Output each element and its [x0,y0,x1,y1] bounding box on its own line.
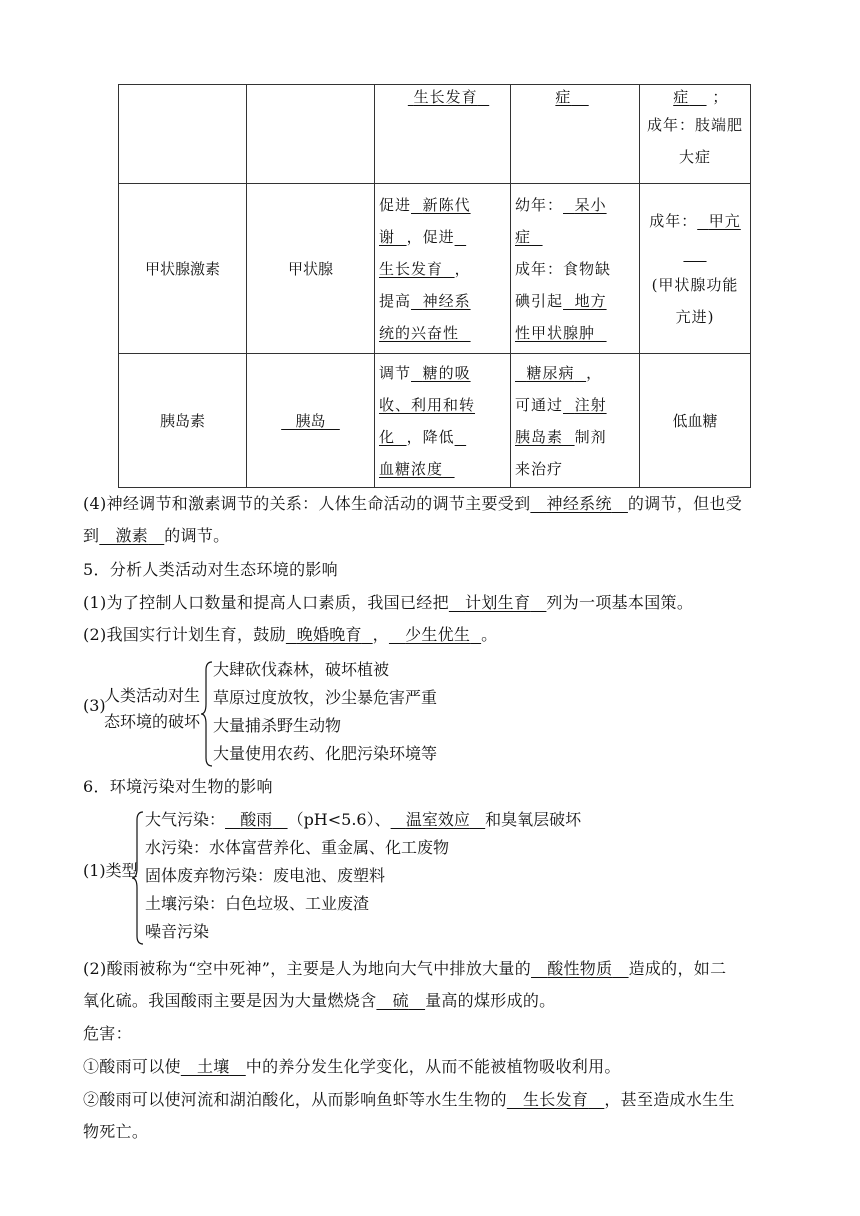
table-cell: 促进 新陈代 谢 ，促进 生长发育 ， 提高 神经系 统的兴奋性 [375,184,511,354]
paragraph-4-cont: 到 激素 的调节。 [83,526,230,545]
table-cell: 甲状腺激素 [119,184,247,354]
table-cell: 胰岛 [247,354,375,488]
hormone-table [118,84,751,488]
table-row [119,354,751,488]
list-item: 固体废弃物污染：废电池、废塑料 [145,866,386,885]
table-cell: 症 ； 成年：肢端肥 大症 [640,85,751,184]
paragraph-4: (4)神经调节和激素调节的关系：人体生命活动的调节主要受到 神经系统 的调节，但也受 [83,494,743,513]
pollution-types [145,806,581,946]
s6-item-2-cont: 氧化硫。我国酸雨主要是因为大量燃烧含 硫 量高的煤形成的。 [83,991,556,1010]
table-cell: 幼年： 呆小 症 成年：食物缺 碘引起 地方 性甲状腺肿 [511,184,640,354]
list-item: 大量使用农药、化肥污染环境等 [213,744,438,763]
list-item: 噪音污染 [145,922,210,941]
table-cell: 成年： 甲亢 (甲状腺功能 亢进) [640,184,751,354]
table-cell: 调节 糖的吸 收、利用和转 化 ，降低 血糖浓度 [375,354,511,488]
table-cell: 甲状腺 [247,184,375,354]
curly-brace [131,810,145,946]
s5-item-1: (1)为了控制人口数量和提高人口素质，我国已经把 计划生育 列为一项基本国策。 [83,593,694,612]
table-cell: 低血糖 [640,354,751,488]
harm-item-2-cont: 物死亡。 [83,1122,149,1141]
table-cell [119,85,247,184]
section-5-heading: 5．分析人类活动对生态环境的影响 [83,560,338,579]
harm-item-2: ②酸雨可以使河流和湖泊酸化，从而影响鱼虾等水生生物的 生长发育 ，甚至造成水生生 [83,1090,735,1109]
table-cell [511,85,640,184]
s5-item-2: (2)我国实行计划生育，鼓励 晚婚晚育 ， 少生优生 。 [83,625,498,644]
table-cell: 胰岛素 [119,354,247,488]
s5-item-3-label: 人类活动对生 态环境的破坏 [104,686,201,731]
answer-blank: 症 [555,88,572,106]
list-item: 草原过度放牧，沙尘暴危害严重 [213,688,438,707]
harm-item-1: ①酸雨可以使 土壤 中的养分发生化学变化，从而不能被植物吸收利用。 [83,1057,621,1076]
table-row [119,85,751,184]
list-item: 大肆砍伐森林，破坏植被 [213,660,390,679]
section-6-heading: 6．环境污染对生物的影响 [83,777,273,796]
table-cell: 糖尿病 ， 可通过 注射 胰岛素 制剂 来治疗 [511,354,640,488]
answer-blank: 症 [673,88,690,106]
table-row [119,184,751,354]
s6-item-2: (2)酸雨被称为“空中死神”，主要是人为地向大气中排放大量的 酸性物质 造成的，如二 [83,959,727,978]
list-item: 大气污染： 酸雨 （pH<5.6）、 温室效应 和臭氧层破坏 [145,810,582,829]
list-item: 大量捕杀野生动物 [213,716,342,735]
curly-brace [200,660,214,768]
s5-item-3-number: (3) [83,696,106,715]
table-cell [247,85,375,184]
harm-heading: 危害： [83,1024,132,1043]
table-cell [375,85,511,184]
s6-item-1-label: (1)类型 [83,861,138,880]
impact-list [213,656,437,768]
answer-blank: 生长发育 [413,88,478,106]
list-item: 土壤污染：白色垃圾、工业废渣 [145,894,370,913]
list-item: 水污染：水体富营养化、重金属、化工废物 [145,838,450,857]
